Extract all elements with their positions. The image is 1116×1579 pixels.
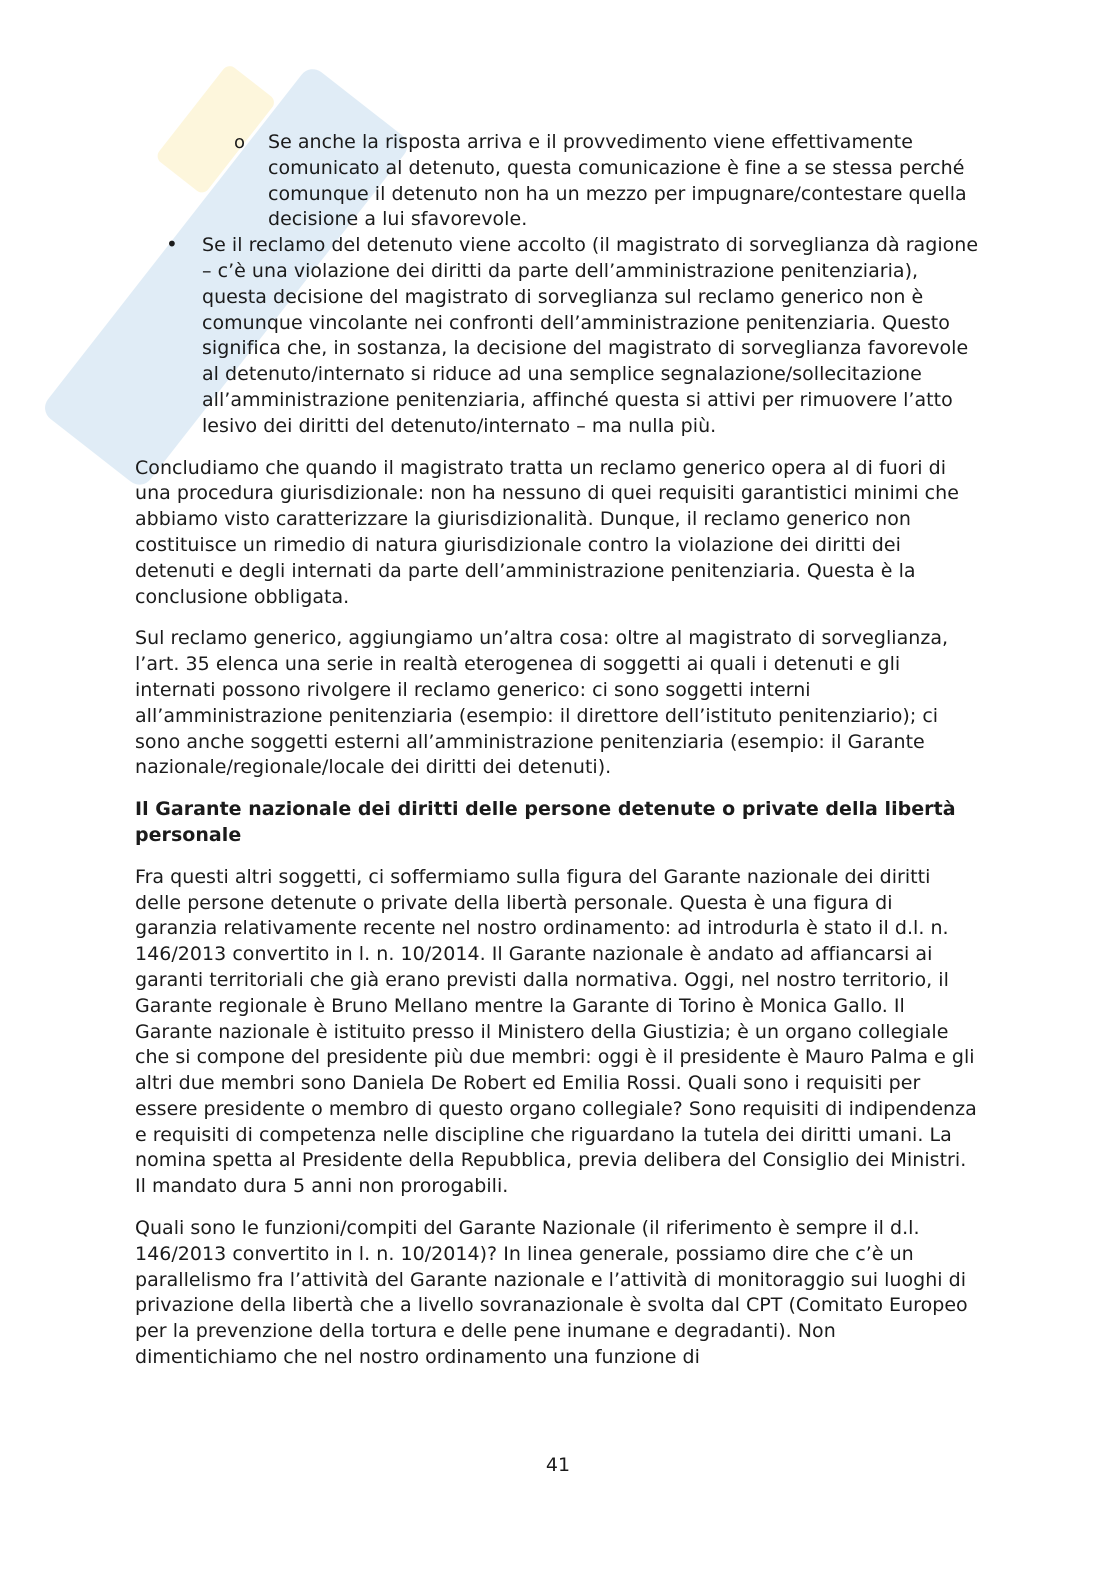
sub-bullet-marker: o (234, 132, 246, 153)
bullet-text: Se il reclamo del detenuto viene accolto (il magistrato di sorveglianza dà ragione – c’è una violazione dei diritti da parte dell’amministrazione penitenziaria), questa decisione del magistrato di sorveglianza sul reclamo generico non è comunque vincolante nei confronti dell’amministrazione penitenziaria. Questo significa che, in sostanza, la decisione del magistrato di sorveglianza favorevole al detenuto/internato si riduce ad una semplice segnalazione/sollecitazione all’amministrazione penitenziaria, affinché questa si attivi per rimuovere l’atto lesivo dei diritti del detenuto/internato – ma nulla più. (202, 234, 979, 437)
paragraph-conclusion: Concludiamo che quando il magistrato tratta un reclamo generico opera al di fuori di una procedura giurisdizionale: non ha nessuno di quei requisiti garantistici minimi che abbiamo visto caratterizzare la giurisdizionalità. Dunque, il reclamo generico non costituisce un rimedio di natura giurisdizionale contro la violazione dei diritti dei detenuti e degli internati da parte dell’amministrazione penitenziaria. Questa è la conclusione obbligata. (135, 456, 959, 608)
bullet-item (135, 233, 980, 439)
paragraph-garante-figura: Fra questi altri soggetti, ci soffermiamo sulla figura del Garante nazionale dei diritti delle persone detenute o private della libertà personale. Questa è una figura di garanzia relativamente recente nel nostro ordinamento: ad introdurla è stato il d.l. n. 146/2013 convertito in l. n. 10/2014. Il Garante nazionale è andato ad affiancarsi ai garanti territoriali che già erano previsti dalla normativa. Oggi, nel nostro territorio, il Garante regionale è Bruno Mellano mentre la Garante di Torino è Monica Gallo. Il Garante nazionale è istituito presso il Ministero della Giustizia; è un organo collegiale che si compone del presidente più due membri: oggi è il presidente è Mauro Palma e gli altri due membri sono Daniela De Robert ed Emilia Rossi. Quali sono i requisiti per essere presidente o membro di questo organo collegiale? Sono requisiti di indipendenza e requisiti di competenza nelle discipline che riguardano la tutela dei diritti umani. La nomina spetta al Presidente della Repubblica, previa delibera del Consiglio dei Ministri. Il mandato dura 5 anni non prorogabili. (135, 865, 977, 1198)
paragraph-garante-funzioni: Quali sono le funzioni/compiti del Garante Nazionale (il riferimento è sempre il d.l. 146/2013 convertito in l. n. 10/2014)? In linea generale, possiamo dire che c’è un parallelismo fra l’attività del Garante nazionale e l’attività di monitoraggio sui luoghi di privazione della libertà che a livello sovranazionale è svolta dal CPT (Comitato Europeo per la prevenzione della tortura e delle pene inumane e degradanti). Non dimentichiamo che nel nostro ordinamento una funzione di (135, 1217, 968, 1369)
page-number: 41 (545, 1454, 571, 1476)
paragraph-reclamo-generico: Sul reclamo generico, aggiungiamo un’altra cosa: oltre al magistrato di sorveglianza, l’art. 35 elenca una serie in realtà eterogenea di soggetti ai quali i detenuti e gli internati possono rivolgere il reclamo generico: ci sono soggetti interni all’amministrazione penitenziaria (esempio: il direttore dell’istituto penitenziario); ci sono anche soggetti esterni all’amministrazione penitenziaria (esempio: il Garante nazionale/regionale/locale dei diritti dei detenuti). (135, 627, 949, 779)
sub-bullet-item (135, 130, 980, 233)
section-heading: Il Garante nazionale dei diritti delle persone detenute o private della libertà personale (135, 798, 956, 846)
sub-bullet-text: Se anche la risposta arriva e il provvedimento viene effettivamente comunicato al detenuto, questa comunicazione è fine a se stessa perché comunque il detenuto non ha un mezzo per impugnare/contestare quella decisione a lui sfavorevole. (268, 131, 967, 231)
bullet-marker: • (166, 232, 178, 257)
document-page (135, 130, 980, 1371)
